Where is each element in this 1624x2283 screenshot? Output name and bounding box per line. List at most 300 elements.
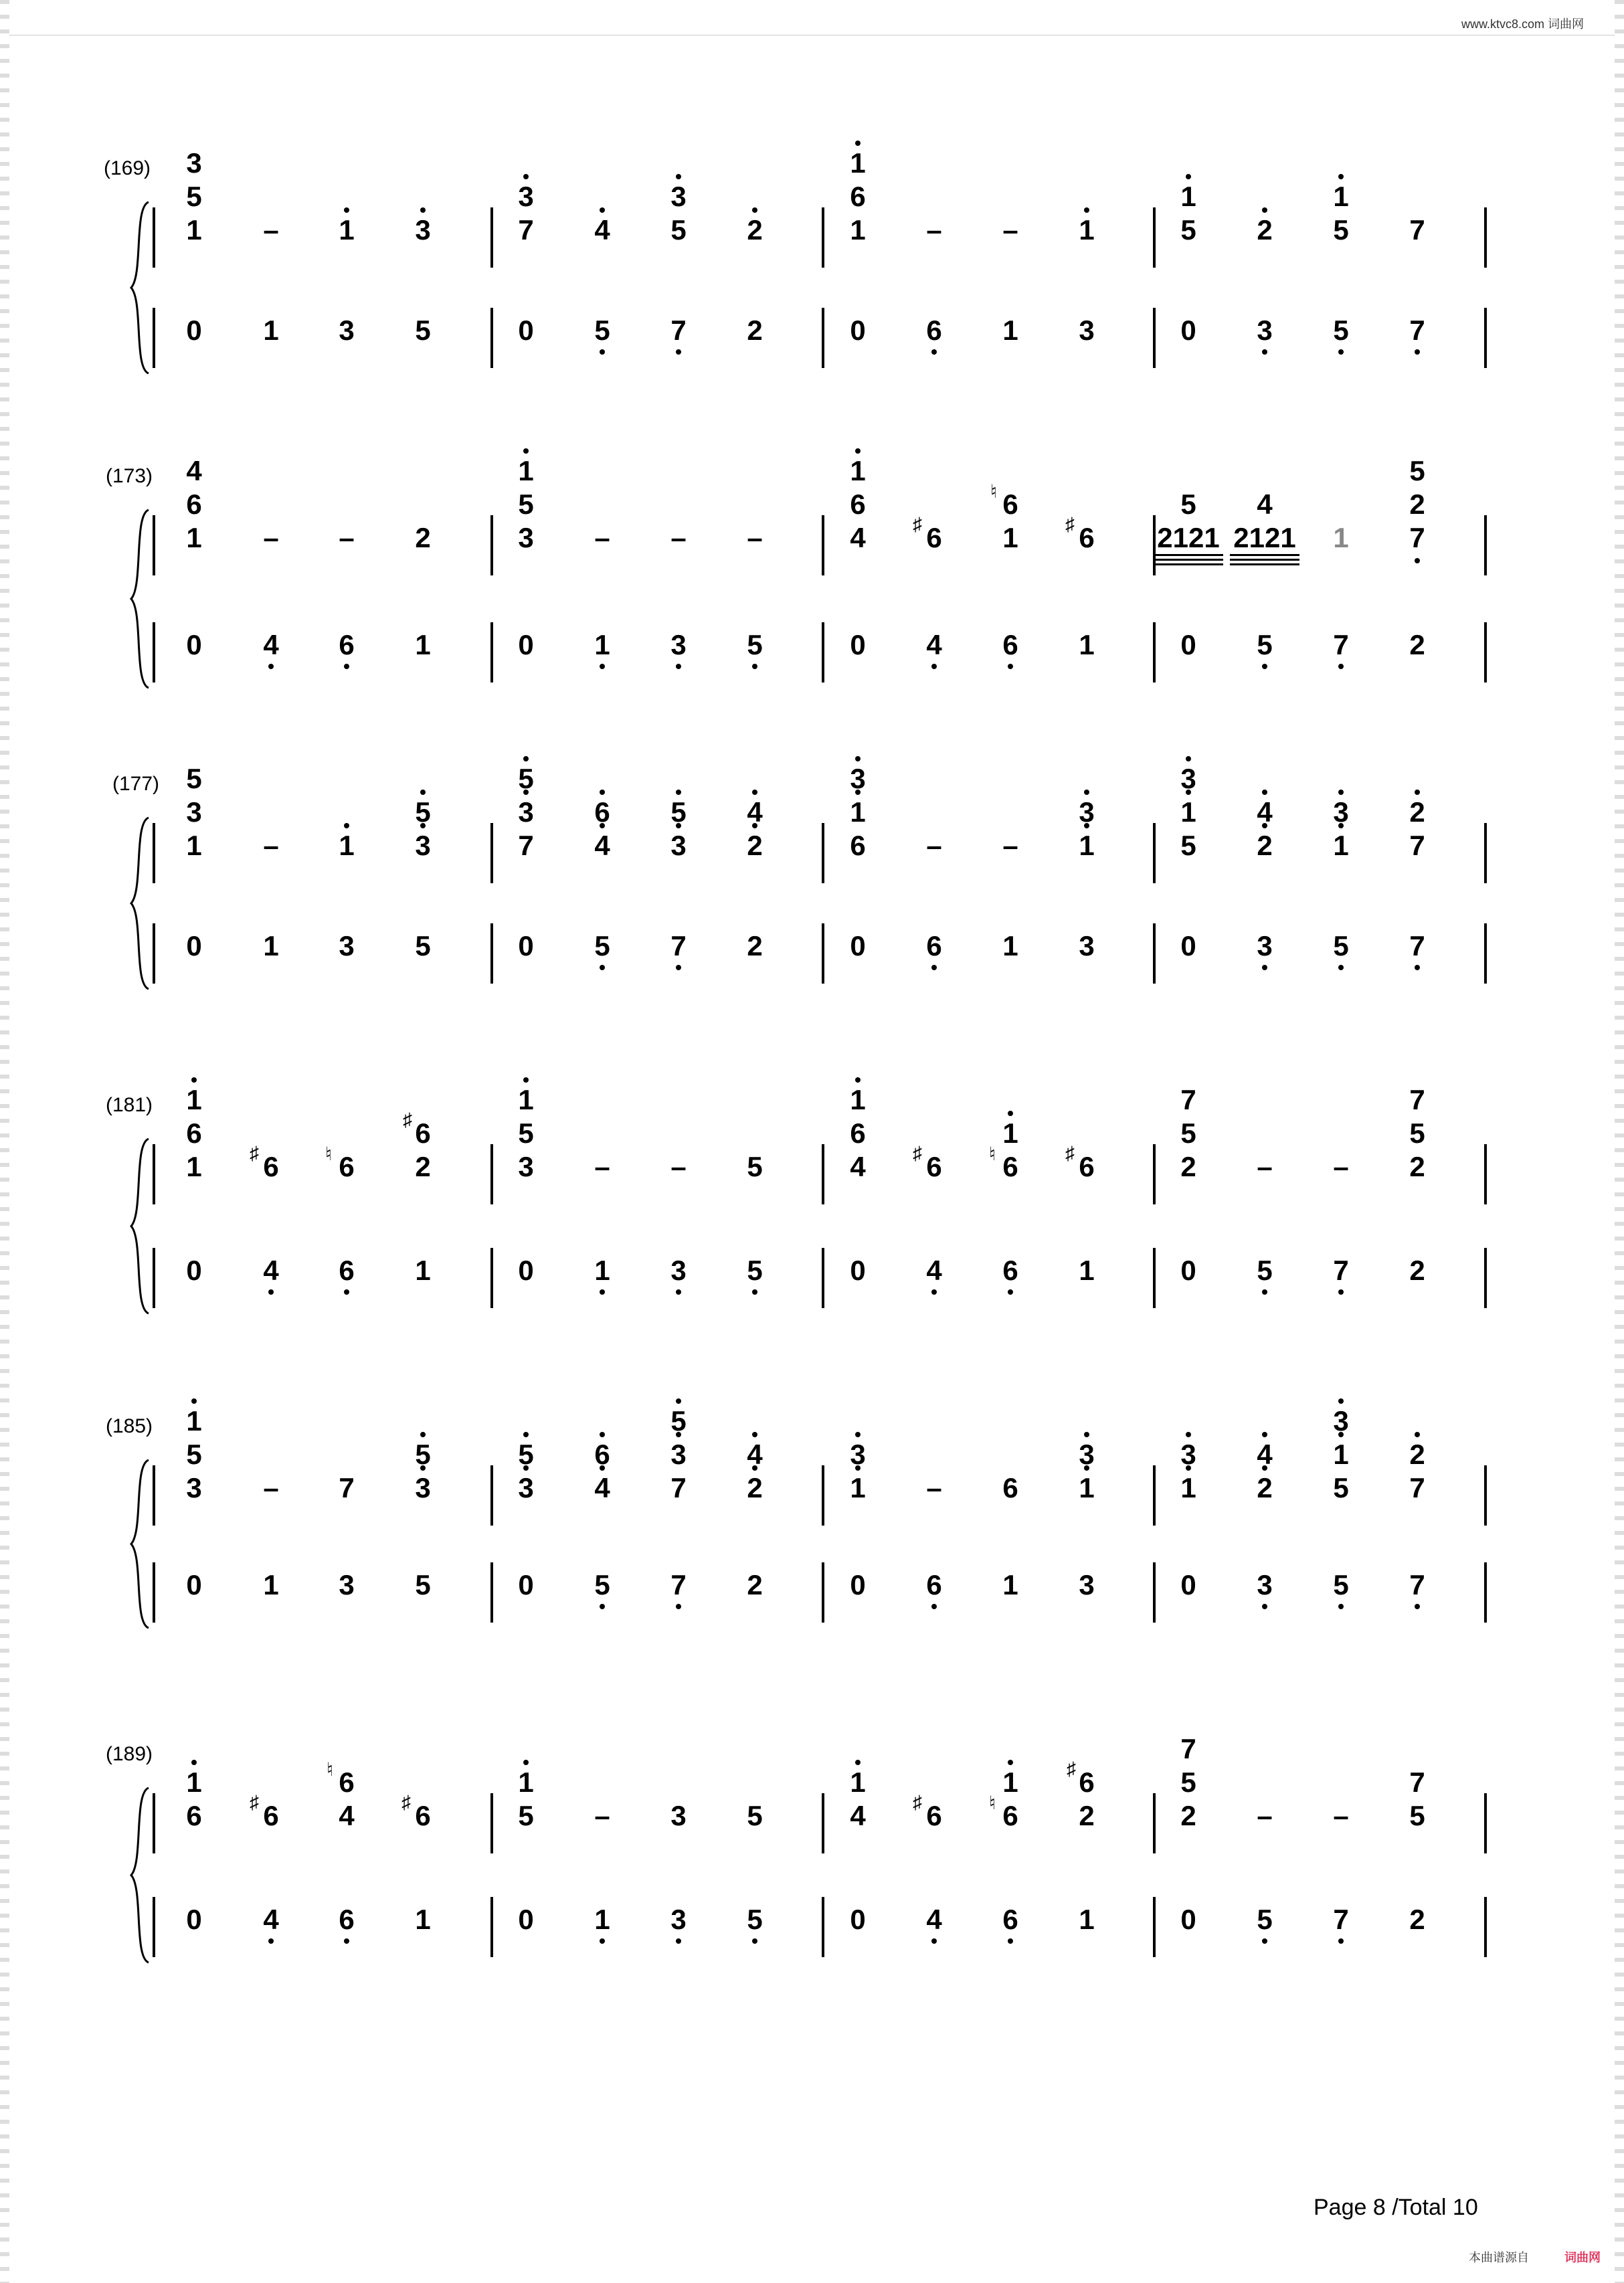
melody-note: 5	[1333, 1472, 1349, 1503]
bass-note: 7	[1333, 1255, 1349, 1286]
chord-note: 3	[1079, 796, 1095, 828]
barline	[490, 923, 493, 984]
barline	[153, 1465, 155, 1526]
bass-note: 5	[594, 1569, 610, 1601]
octave-up-dot	[855, 1432, 861, 1437]
melody-note: 3	[518, 1151, 534, 1182]
bass-note: 3	[1257, 314, 1273, 346]
melody-note: 3	[415, 1472, 431, 1503]
melody-note: 1	[339, 830, 355, 861]
melody-note: 7	[670, 1472, 687, 1503]
octave-down-dot	[600, 1604, 605, 1609]
melody-note: 2	[415, 1151, 431, 1182]
octave-up-dot	[420, 790, 426, 795]
bass-note: 5	[747, 1255, 763, 1286]
melody-note: 2	[1409, 1151, 1425, 1182]
chord-note: 1	[850, 796, 866, 828]
octave-down-dot	[1262, 1289, 1267, 1295]
octave-down-dot	[344, 1289, 349, 1295]
melody-note: 2	[415, 522, 431, 553]
bass-note: 0	[518, 1569, 534, 1601]
accidental-sign: ♯	[403, 1109, 412, 1130]
barline	[490, 308, 493, 368]
chord-note: 3	[518, 796, 534, 828]
bass-note: 0	[186, 1904, 202, 1935]
bass-note: 5	[1333, 314, 1349, 346]
bass-note: 2	[747, 314, 763, 346]
chord-note: 5	[1180, 1766, 1196, 1798]
bass-note: 0	[186, 930, 202, 962]
octave-down-dot	[752, 664, 757, 669]
dash-sustain: –	[339, 522, 355, 553]
chord-note: 7	[1180, 1084, 1196, 1115]
octave-down-dot	[1338, 1604, 1344, 1609]
melody-note: 6	[1002, 1151, 1018, 1182]
bass-note: 6	[1002, 1255, 1018, 1286]
barline	[490, 823, 493, 883]
bass-note: 1	[263, 314, 279, 346]
chord-note: 3	[186, 796, 202, 828]
bass-note: 1	[1002, 930, 1018, 962]
bass-note: 5	[1333, 1569, 1349, 1601]
melody-note: 6	[1002, 1472, 1018, 1503]
chord-note: 1	[518, 455, 534, 486]
bass-note: 0	[518, 629, 534, 660]
accidental-sign: ♮	[989, 1793, 996, 1813]
brand-watermark: 词曲网	[1564, 2251, 1601, 2264]
barline	[822, 1248, 824, 1308]
chord-note: 3	[1180, 1439, 1196, 1470]
accidental-sign: ♮	[989, 1144, 996, 1164]
bass-note: 0	[186, 314, 202, 346]
octave-down-dot	[1338, 965, 1344, 970]
bass-note: 2	[1409, 1255, 1425, 1286]
octave-down-dot	[1008, 664, 1013, 669]
bass-note: 7	[670, 1569, 687, 1601]
bass-note: 1	[1079, 1904, 1095, 1935]
melody-note: 3	[186, 1472, 202, 1503]
octave-up-dot	[344, 823, 349, 828]
octave-down-dot	[676, 664, 681, 669]
melody-note: 6	[263, 1800, 279, 1831]
bass-note: 5	[415, 1569, 431, 1601]
bass-note: 3	[339, 930, 355, 962]
site-header: www.ktvc8.com 词曲网	[1461, 17, 1584, 31]
melody-note: 1	[1079, 1472, 1095, 1503]
bass-note: 0	[186, 629, 202, 660]
chord-note: 1	[850, 1084, 866, 1115]
chord-note: 3	[1079, 1439, 1095, 1470]
melody-note: 4	[850, 522, 866, 553]
melody-note: 5	[518, 1800, 534, 1831]
underline-beam	[1154, 563, 1223, 565]
octave-down-dot	[1338, 349, 1344, 355]
bass-note: 5	[1257, 1904, 1273, 1935]
measure-number: (173)	[106, 465, 153, 487]
octave-up-dot	[1084, 207, 1089, 213]
melody-note: 3	[415, 214, 431, 246]
melody-note: 2	[747, 1472, 763, 1503]
measure-number: (181)	[106, 1094, 153, 1116]
chord-note: 5	[415, 1439, 431, 1470]
octave-up-dot	[855, 448, 861, 454]
octave-down-dot	[1415, 965, 1420, 970]
chord-note: 7	[1409, 1084, 1425, 1115]
bass-note: 6	[339, 629, 355, 660]
octave-down-dot	[931, 1289, 937, 1295]
octave-up-dot	[1262, 207, 1267, 213]
octave-down-dot	[600, 965, 605, 970]
melody-note: 3	[670, 1800, 687, 1831]
chord-note: 1	[1002, 1766, 1018, 1798]
bass-note: 1	[1079, 629, 1095, 660]
bass-note: 3	[339, 1569, 355, 1601]
octave-down-dot	[268, 664, 274, 669]
melody-note: 6	[1079, 1151, 1095, 1182]
bass-note: 0	[518, 1904, 534, 1935]
melody-note: 4	[594, 1472, 610, 1503]
bass-note: 0	[850, 1255, 866, 1286]
octave-down-dot	[1008, 1938, 1013, 1944]
octave-up-dot	[676, 790, 681, 795]
octave-up-dot	[600, 1432, 605, 1437]
octave-down-dot	[1338, 1289, 1344, 1295]
barline	[1484, 622, 1487, 682]
bass-note: 4	[926, 1904, 942, 1935]
chord-note: 7	[1180, 1733, 1196, 1764]
measure-number: (177)	[112, 773, 160, 795]
chord-note: 1	[518, 1766, 534, 1798]
bass-note: 3	[670, 629, 687, 660]
dash-sustain: –	[1257, 1151, 1273, 1182]
accidental-sign: ♯	[250, 1792, 259, 1813]
octave-up-dot	[855, 1760, 861, 1765]
melody-note: 1	[186, 522, 202, 553]
dash-sustain: –	[747, 522, 763, 553]
melody-note: 4	[850, 1151, 866, 1182]
chord-note: 5	[670, 796, 687, 828]
chord-note: 1	[850, 1766, 866, 1798]
chord-note: 5	[186, 1439, 202, 1470]
chord-note: 5	[1409, 455, 1425, 486]
bass-note: 4	[263, 629, 279, 660]
measure-number: (169)	[104, 157, 151, 179]
octave-down-dot	[676, 965, 681, 970]
octave-down-dot	[1262, 965, 1267, 970]
bass-note: 5	[415, 314, 431, 346]
barline	[1153, 1562, 1156, 1623]
barline	[153, 515, 155, 575]
octave-up-dot	[600, 207, 605, 213]
bass-note: 1	[263, 1569, 279, 1601]
barline	[1153, 1144, 1156, 1204]
grand-staff-brace	[128, 816, 155, 990]
chord-note: 6	[850, 181, 866, 212]
barline	[1484, 1465, 1487, 1526]
chord-note: 7	[1409, 1766, 1425, 1798]
barline	[153, 1248, 155, 1308]
dash-sustain: –	[926, 1472, 942, 1503]
chord-note: 6	[594, 1439, 610, 1470]
melody-note: 6	[339, 1151, 355, 1182]
octave-up-dot	[855, 756, 861, 761]
barline	[1484, 1793, 1487, 1853]
melody-note: 1	[850, 1472, 866, 1503]
chord-note: 2	[1409, 796, 1425, 828]
octave-down-dot	[1262, 1604, 1267, 1609]
octave-up-dot	[752, 207, 757, 213]
bass-note: 1	[594, 629, 610, 660]
octave-up-dot	[855, 141, 861, 146]
bass-note: 7	[670, 930, 687, 962]
octave-down-dot	[344, 664, 349, 669]
octave-down-dot	[344, 1938, 349, 1944]
melody-note: 6	[415, 1800, 431, 1831]
octave-up-dot	[1415, 790, 1420, 795]
octave-down-dot	[1262, 349, 1267, 355]
melody-note: 2	[1079, 1800, 1095, 1831]
chord-note: 2	[1409, 488, 1425, 520]
bass-note: 7	[1409, 930, 1425, 962]
octave-down-dot	[752, 1289, 757, 1295]
grand-staff-brace	[128, 1137, 155, 1315]
bass-note: 2	[747, 1569, 763, 1601]
octave-down-dot	[600, 1938, 605, 1944]
grand-staff-brace	[128, 1459, 155, 1629]
barline	[822, 923, 824, 984]
bass-note: 7	[1333, 629, 1349, 660]
measure-number: (189)	[106, 1743, 153, 1765]
melody-note: 7	[518, 830, 534, 861]
melody-note: 5	[1180, 214, 1196, 246]
melody-note: 5	[1409, 1800, 1425, 1831]
bass-note: 5	[1333, 930, 1349, 962]
melody-note: 5	[1333, 214, 1349, 246]
barline	[153, 1562, 155, 1623]
chord-note: 1	[850, 147, 866, 179]
melody-note: 4	[339, 1800, 355, 1831]
accidental-sign: ♮	[990, 481, 998, 502]
chord-note: 3	[670, 181, 687, 212]
dash-sustain: –	[1002, 830, 1018, 861]
barline	[153, 1897, 155, 1957]
chord-note: 1	[1002, 1117, 1018, 1149]
barline	[1484, 1248, 1487, 1308]
octave-down-dot	[931, 965, 937, 970]
bass-note: 5	[594, 930, 610, 962]
bass-note: 3	[670, 1904, 687, 1935]
bass-note: 1	[415, 629, 431, 660]
melody-note: 3	[415, 830, 431, 861]
bass-note: 1	[594, 1904, 610, 1935]
bass-note: 1	[415, 1904, 431, 1935]
octave-down-dot	[931, 349, 937, 355]
octave-up-dot	[1186, 174, 1191, 179]
chord-note: 4	[747, 796, 763, 828]
octave-up-dot	[752, 790, 757, 795]
bass-note: 4	[263, 1904, 279, 1935]
melody-note: 6	[1079, 522, 1095, 553]
bass-note: 3	[1257, 930, 1273, 962]
bass-note: 0	[1180, 314, 1196, 346]
melody-note: 6	[850, 830, 866, 861]
chord-note: 1	[186, 1405, 202, 1437]
barline	[490, 1248, 493, 1308]
bass-note: 3	[1079, 1569, 1095, 1601]
octave-up-dot	[1262, 1432, 1267, 1437]
barline	[1484, 923, 1487, 984]
dash-sustain: –	[263, 214, 279, 246]
bass-note: 0	[186, 1569, 202, 1601]
barline	[490, 1793, 493, 1853]
melody-note: 6	[926, 522, 942, 553]
octave-up-dot	[1084, 1432, 1089, 1437]
bass-note: 6	[1002, 629, 1018, 660]
chord-note: 3	[1333, 796, 1349, 828]
chord-note: 1	[850, 455, 866, 486]
bass-note: 6	[926, 314, 942, 346]
dash-sustain: –	[263, 522, 279, 553]
bass-note: 6	[926, 930, 942, 962]
octave-down-dot	[600, 1289, 605, 1295]
bass-note: 3	[339, 314, 355, 346]
chord-note: 1	[518, 1084, 534, 1115]
grand-staff-brace	[128, 1787, 155, 1964]
octave-up-dot	[1338, 1398, 1344, 1404]
dash-sustain: –	[1333, 1151, 1349, 1182]
dash-sustain: –	[1002, 214, 1018, 246]
bass-note: 0	[1180, 629, 1196, 660]
octave-down-dot	[676, 1604, 681, 1609]
octave-up-dot	[191, 1398, 197, 1404]
chord-note: 5	[1180, 488, 1196, 520]
octave-down-dot	[676, 1938, 681, 1944]
bass-note: 0	[1180, 1255, 1196, 1286]
barline	[1153, 1248, 1156, 1308]
bass-note: 6	[1002, 1904, 1018, 1935]
bass-note: 0	[1180, 1904, 1196, 1935]
bass-note: 5	[594, 314, 610, 346]
barline	[1153, 308, 1156, 368]
bass-note: 5	[1257, 1255, 1273, 1286]
barline	[153, 622, 155, 682]
melody-note: 7	[1409, 1472, 1425, 1503]
melody-note: 2	[1180, 1151, 1196, 1182]
melody-note: 1	[1079, 214, 1095, 246]
page-number: Page 8 /Total 10	[1314, 2195, 1478, 2220]
bass-note: 1	[1079, 1255, 1095, 1286]
accidental-sign: ♯	[1065, 1143, 1075, 1164]
bass-note: 0	[850, 629, 866, 660]
measure-number: (185)	[106, 1415, 153, 1437]
octave-down-dot	[1338, 664, 1344, 669]
bass-note: 1	[1002, 1569, 1018, 1601]
melody-note: 1	[186, 1151, 202, 1182]
melody-note: 1	[1180, 1472, 1196, 1503]
melody-note: 7	[1409, 214, 1425, 246]
melody-note: 2	[747, 214, 763, 246]
grand-staff-brace	[128, 509, 155, 689]
underline-beam	[1230, 559, 1299, 561]
octave-up-dot	[523, 756, 529, 761]
octave-up-dot	[420, 1432, 426, 1437]
barline	[822, 1562, 824, 1623]
melody-note: 7	[1409, 830, 1425, 861]
octave-up-dot	[191, 1760, 197, 1765]
underline-beam	[1230, 554, 1299, 556]
melody-note: 2	[1180, 1800, 1196, 1831]
octave-up-dot	[523, 174, 529, 179]
bass-note: 6	[339, 1904, 355, 1935]
chord-note: 5	[518, 1439, 534, 1470]
barline	[822, 1465, 824, 1526]
chord-note: 6	[415, 1117, 431, 1149]
barline	[1484, 1562, 1487, 1623]
dash-sustain: –	[670, 522, 687, 553]
barline	[1484, 1897, 1487, 1957]
bass-note: 7	[1409, 1569, 1425, 1601]
octave-up-dot	[1338, 790, 1344, 795]
chord-note: 1	[1180, 796, 1196, 828]
bass-note: 4	[926, 1255, 942, 1286]
melody-note: 5	[1180, 830, 1196, 861]
bass-note: 2	[747, 930, 763, 962]
chord-note: 2	[1409, 1439, 1425, 1470]
chord-note: 5	[186, 763, 202, 794]
octave-up-dot	[1338, 174, 1344, 179]
dash-sustain: –	[926, 214, 942, 246]
bass-note: 1	[263, 930, 279, 962]
bass-note: 1	[415, 1255, 431, 1286]
bass-note: 7	[1409, 314, 1425, 346]
barline	[1484, 823, 1487, 883]
melody-note: 1	[1333, 522, 1349, 553]
octave-up-dot	[600, 790, 605, 795]
octave-up-dot	[523, 1077, 529, 1083]
octave-down-dot	[1008, 1289, 1013, 1295]
barline	[153, 207, 155, 268]
chord-note: 4	[747, 1439, 763, 1470]
melody-note: 2121	[1233, 522, 1296, 553]
barline	[822, 622, 824, 682]
dash-sustain: –	[1333, 1800, 1349, 1831]
melody-note: 6	[926, 1800, 942, 1831]
barline	[822, 515, 824, 575]
chord-note: 3	[850, 1439, 866, 1470]
dash-sustain: –	[263, 830, 279, 861]
octave-up-dot	[855, 1077, 861, 1083]
barline	[490, 207, 493, 268]
barline	[1484, 1144, 1487, 1204]
melody-note: 6	[1002, 1800, 1018, 1831]
chord-note: 4	[1257, 796, 1273, 828]
chord-note: 1	[1333, 181, 1349, 212]
chord-note: 6	[850, 488, 866, 520]
chord-note: 3	[1333, 1405, 1349, 1437]
accidental-sign: ♯	[250, 1143, 259, 1164]
octave-down-dot	[1262, 664, 1267, 669]
bass-note: 7	[670, 314, 687, 346]
octave-down-dot	[1415, 558, 1420, 563]
barline	[490, 1562, 493, 1623]
octave-down-dot	[752, 1938, 757, 1944]
grand-staff-brace	[128, 201, 155, 375]
dash-sustain: –	[263, 1472, 279, 1503]
melody-note: 4	[850, 1800, 866, 1831]
chord-note: 1	[1333, 1439, 1349, 1470]
melody-note: 1	[850, 214, 866, 246]
dash-sustain: –	[670, 1151, 687, 1182]
